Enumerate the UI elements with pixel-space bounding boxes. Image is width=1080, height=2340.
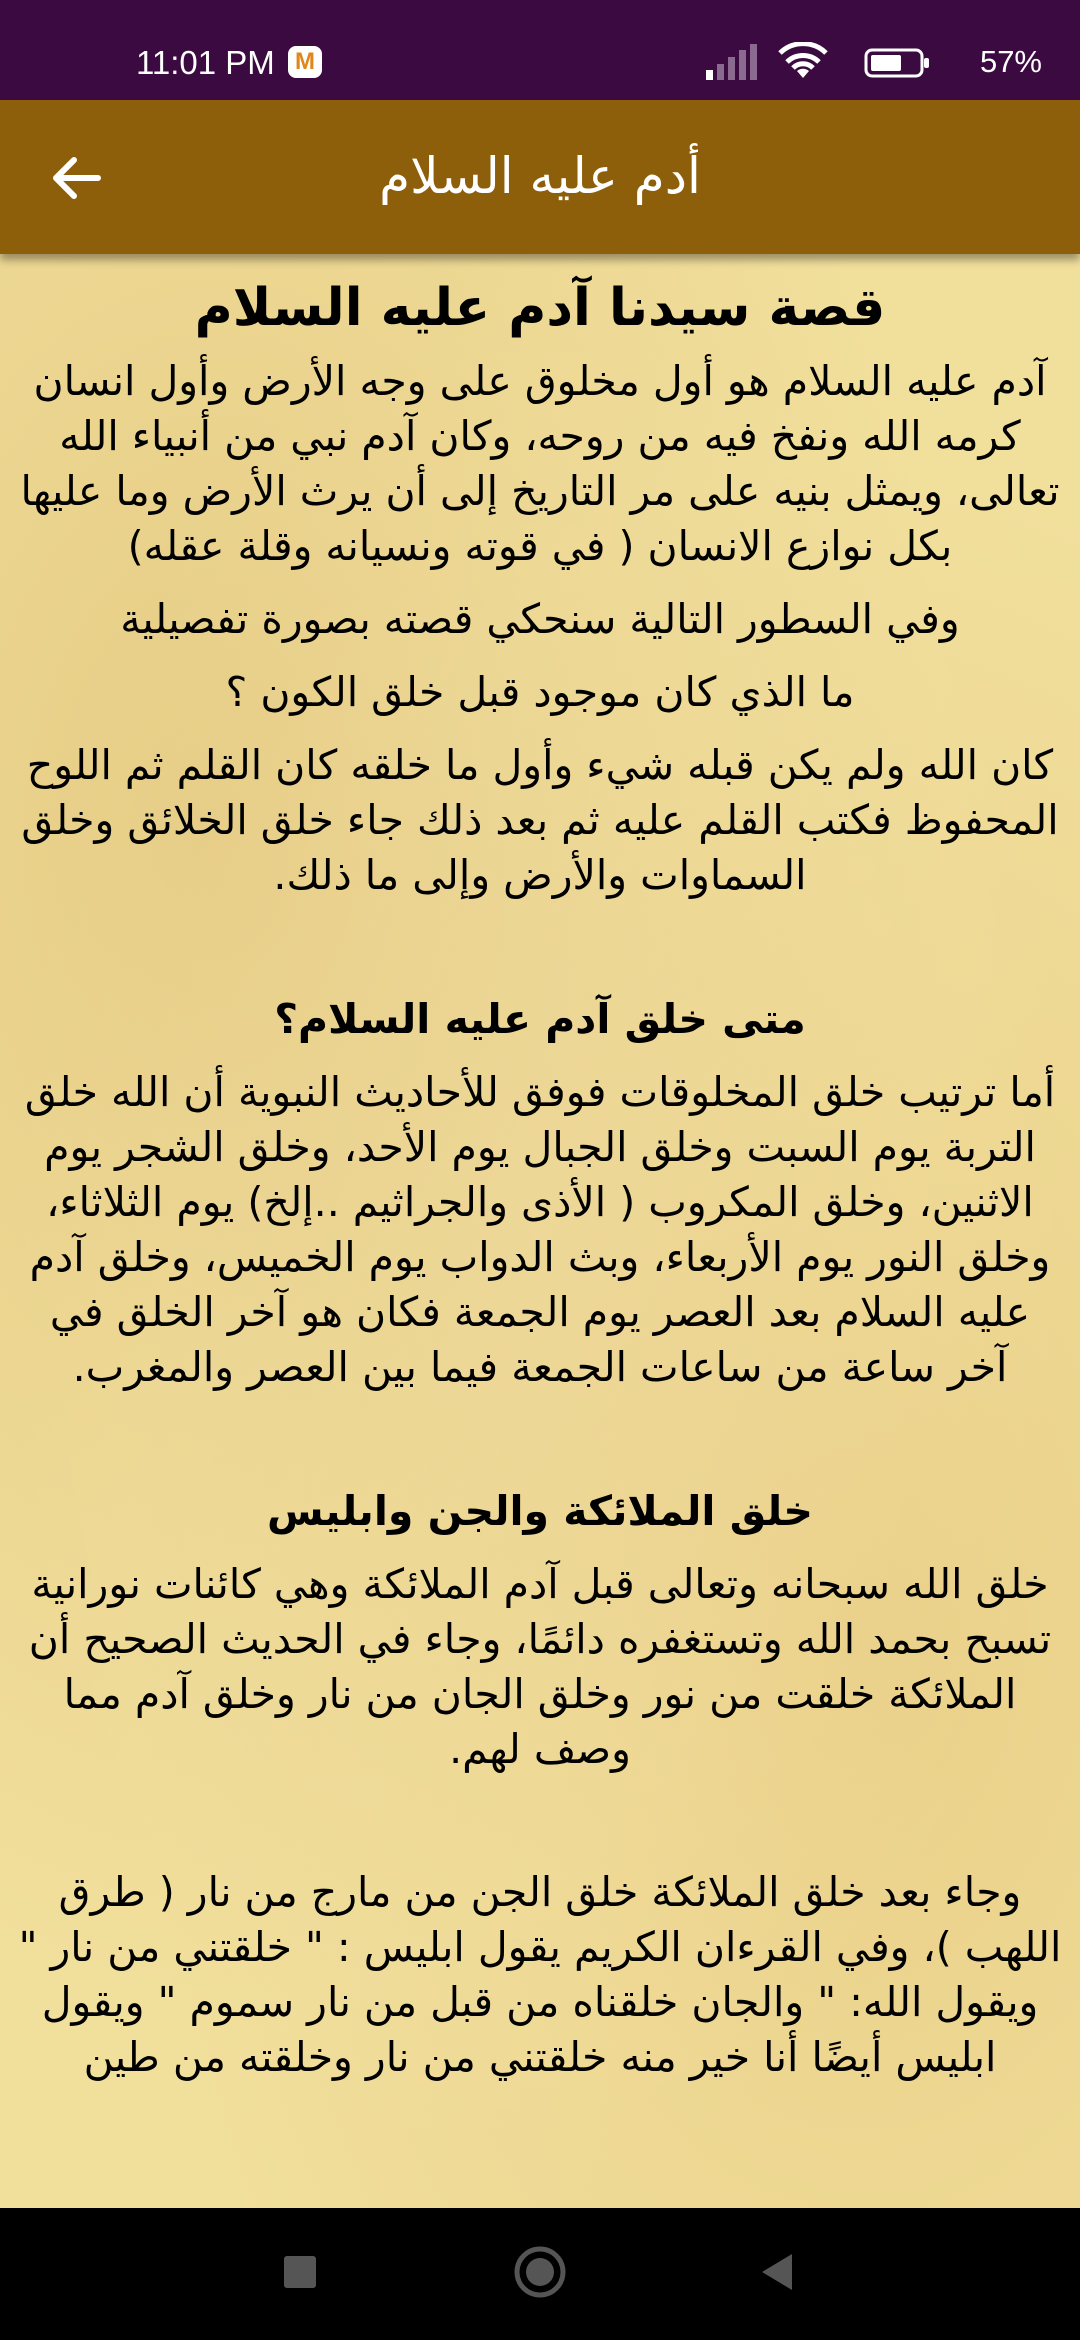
section-heading-angels-jinn: خلق الملائكة والجن وابليس (267, 1487, 813, 1535)
signal-icon (706, 44, 758, 80)
spacer (14, 1413, 1066, 1483)
article-scroll-view[interactable] (0, 254, 1080, 2208)
battery-percentage: 57% (979, 44, 1042, 79)
section-heading-creation-of-adam: متى خلق آدم عليه السلام؟ (274, 995, 806, 1043)
article-question: ما الذي كان موجود قبل خلق الكون ؟ (225, 668, 855, 716)
article (0, 272, 1080, 2085)
arrow-left-icon (50, 156, 102, 200)
section-creation-order: أما ترتيب خلق المخلوقات فوفق للأحاديث النبوية أن الله خلق التربة يوم السبت وخلق الجبال يوم الأحد، وخلق الشجر يوم الاثنين، وخلق المكروب ( الأذى والجراثيم ..إلخ) يوم الثلاثاء، وخلق النور يوم الأربعاء، وبث الدواب يوم الخميس، وخلق آدم عليه السلام بعد العصر يوم الجمعة فكان هو آخر الخلق في آخر ساعة من ساعات الجمعة فيما بين العصر والمغرب. (24, 1068, 1056, 1391)
app-bar (0, 100, 1080, 254)
battery-icon (864, 48, 930, 78)
article-answer: كان الله ولم يكن قبله شيء وأول ما خلقه كان القلم ثم اللوح المحفوظ فكتب القلم عليه ثم بعد ذلك جاء خلق الخلائق وخلق السماوات والأرض وإلى ما ذلك. (21, 741, 1059, 899)
wifi-icon (778, 42, 828, 82)
back-nav-button-icon[interactable] (758, 2252, 794, 2292)
system-navigation-bar (0, 2208, 1080, 2340)
status-time: 11:01 PM (136, 44, 275, 81)
status-bar (0, 0, 1080, 100)
section-jinn: وجاء بعد خلق الملائكة خلق الجن من مارج من نار ( طرق اللهب )، وفي القرءان الكريم يقول ابليس : " خلقتني من نار " ويقول الله: " والجان خلقناه من قبل من نار سموم " ويقول ابليس أيضًا أنا خير منه خلقتني من نار وخلقته من طين (18, 1868, 1062, 2081)
article-intro: آدم عليه السلام هو أول مخلوق على وجه الأرض وأول انسان كرمه الله ونفخ فيه من روحه، وكان آدم نبي من أنبياء الله تعالى، ويمثل بنيه على مر التاريخ إلى أن يرث الأرض وما عليها بكل نوازع الانسان ( في قوته ونسيانه وقلة عقله) (20, 357, 1060, 570)
section-angels: خلق الله سبحانه وتعالى قبل آدم الملائكة وهي كائنات نورانية تسبح بحمد الله وتستغفره دائمًا، وجاء في الحديث الصحيح أن الملائكة خلقت من نور وخلق الجان من نار وخلق آدم مما وصف لهم. (28, 1560, 1052, 1773)
back-button[interactable] (36, 142, 116, 214)
article-title: قصة سيدنا آدم عليه السلام (194, 278, 886, 338)
spacer (14, 1795, 1066, 1865)
spacer (14, 921, 1066, 991)
app-title: أدم عليه السلام (379, 147, 701, 205)
article-intro-2: وفي السطور التالية سنحكي قصته بصورة تفصيلية (120, 595, 960, 643)
recents-button-icon[interactable] (282, 2254, 318, 2290)
notification-badge-icon: M (288, 46, 322, 78)
home-button-icon[interactable] (512, 2244, 568, 2300)
